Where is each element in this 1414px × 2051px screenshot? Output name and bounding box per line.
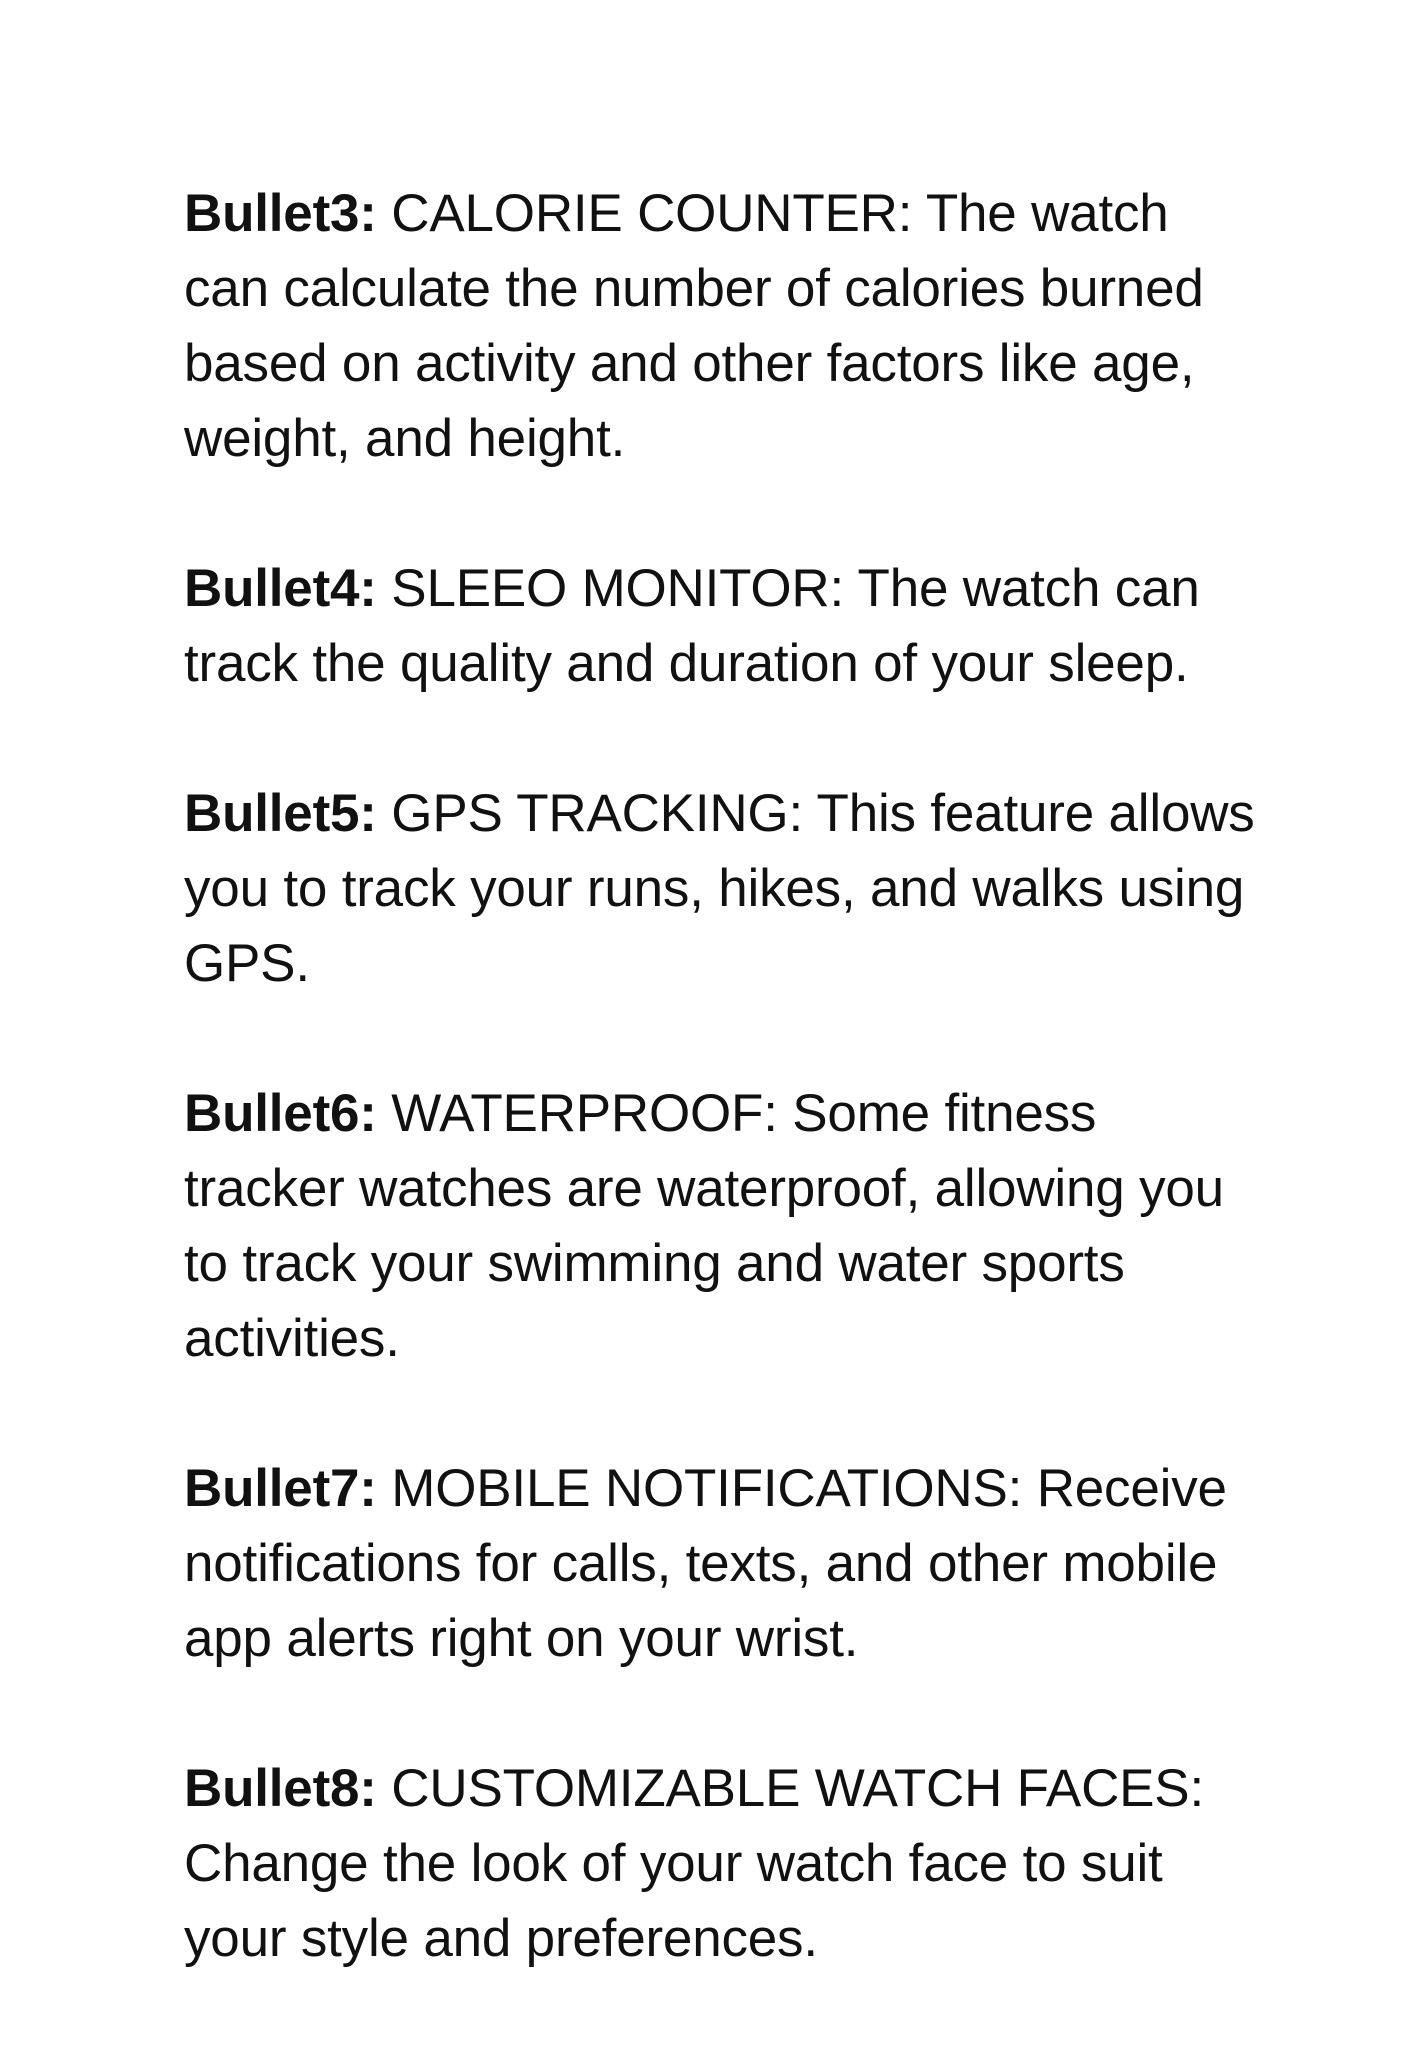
bullet-label: Bullet4:	[184, 559, 377, 618]
bullet-label: Bullet6:	[184, 1084, 377, 1143]
bullet-text: WATERPROOF: Some fitness tracker watches are waterproof, allowing you to track your swimming and water sports activities.	[184, 1084, 1224, 1368]
bullet-text: CUSTOMIZABLE WATCH FACES: Change the look of your watch face to suit your style and preferences.	[184, 1759, 1204, 1968]
bullet-item-customizable-watch-faces	[184, 1751, 1264, 1976]
bullet-item-sleep-monitor	[184, 551, 1264, 701]
bullet-text: MOBILE NOTIFICATIONS: Receive notifications for calls, texts, and other mobile app alerts right on your wrist.	[184, 1459, 1227, 1668]
bullet-label: Bullet8:	[184, 1759, 377, 1818]
bullet-text: GPS TRACKING: This feature allows you to track your runs, hikes, and walks using GPS.	[184, 784, 1255, 993]
bullet-label: Bullet7:	[184, 1459, 377, 1518]
bullet-text: SLEEO MONITOR: The watch can track the quality and duration of your sleep.	[184, 559, 1200, 693]
bullet-label: Bullet5:	[184, 784, 377, 843]
bullet-text: CALORIE COUNTER: The watch can calculate the number of calories burned based on activity and other factors like age, weight, and height.	[184, 184, 1204, 468]
bullet-list	[184, 176, 1264, 2051]
bullet-label: Bullet3:	[184, 184, 377, 243]
bullet-item-gps-tracking	[184, 776, 1264, 1001]
bullet-item-waterproof	[184, 1076, 1264, 1376]
bullet-item-mobile-notifications	[184, 1451, 1264, 1676]
bullet-item-calorie-counter	[184, 176, 1264, 476]
